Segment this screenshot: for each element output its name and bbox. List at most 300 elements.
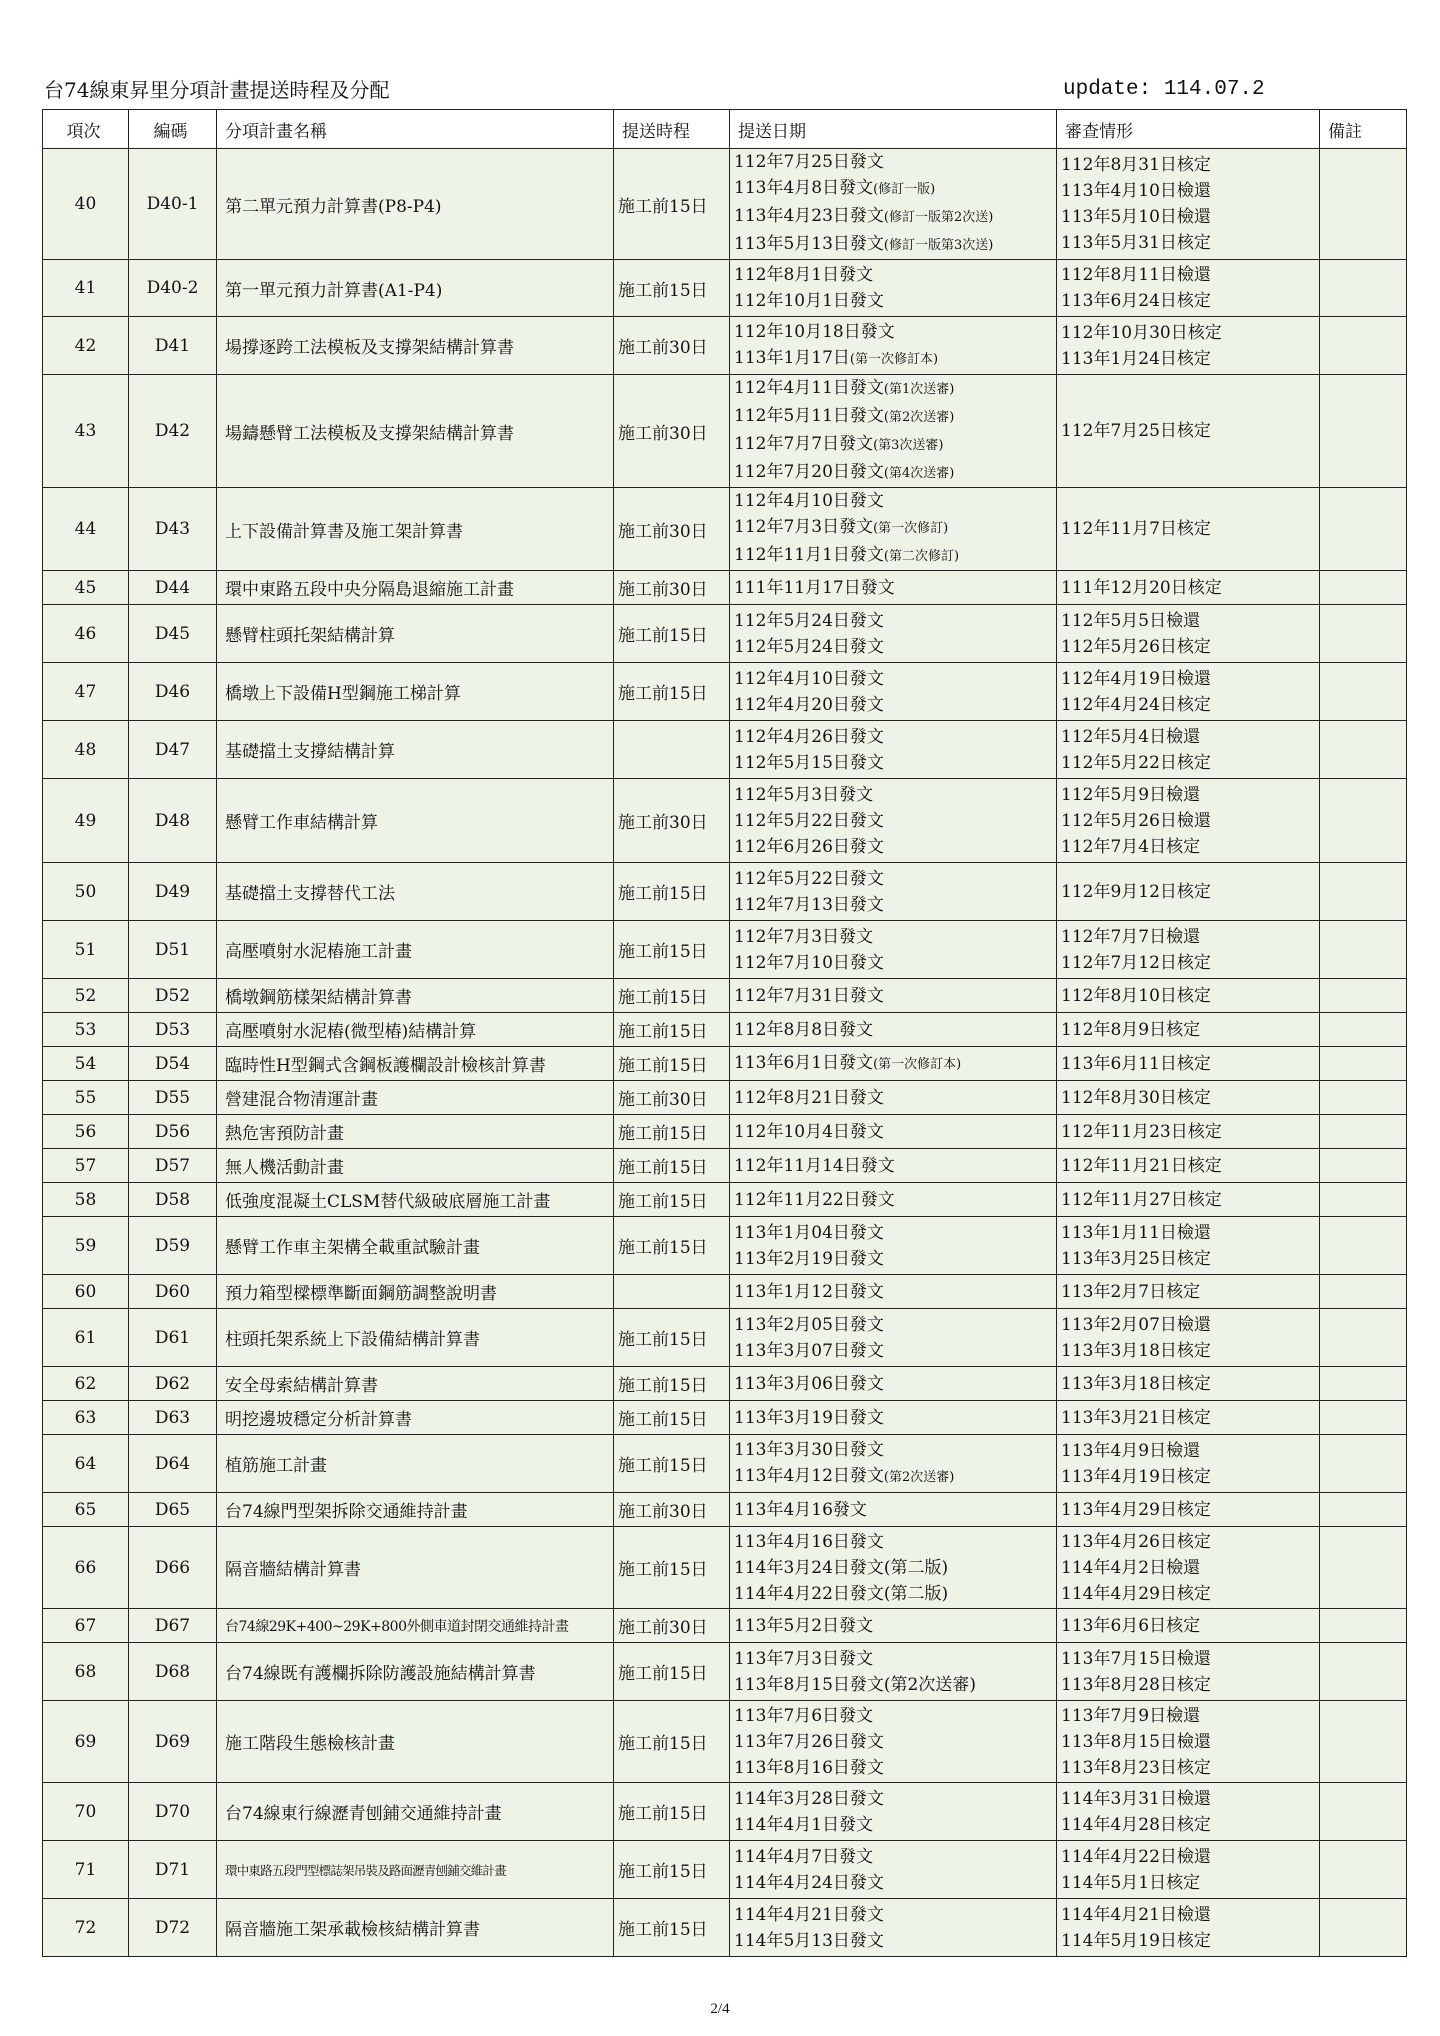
table-row <box>43 1013 1407 1047</box>
submit-date-line <box>734 1555 1052 1581</box>
submit-date-line <box>734 1529 1052 1555</box>
submit-date-line <box>734 666 1052 692</box>
row-review-status <box>1057 571 1320 605</box>
row-plan-name: 臨時性H型鋼式含鋼板護欄設計檢核計算書 <box>217 1047 614 1081</box>
row-schedule <box>614 721 730 779</box>
row-note <box>1320 1217 1407 1275</box>
row-note <box>1320 1183 1407 1217</box>
row-code: D68 <box>129 1643 217 1701</box>
submit-date: 113年5月2日發文 <box>734 1615 874 1636</box>
schedule-table <box>42 109 1407 1957</box>
review-line: 112年7月12日核定 <box>1061 952 1211 973</box>
row-submit-dates <box>730 979 1057 1013</box>
review-line: 112年11月7日核定 <box>1061 519 1211 539</box>
submit-date: 113年4月16發文 <box>734 1499 867 1520</box>
row-code: D53 <box>129 1013 217 1047</box>
table-row <box>43 1149 1407 1183</box>
submit-date: 112年7月13日發文 <box>734 894 884 915</box>
row-note <box>1320 571 1407 605</box>
header-no: 項次 <box>43 110 129 149</box>
row-code: D54 <box>129 1047 217 1081</box>
submit-date: 112年10月1日發文 <box>734 291 884 311</box>
submit-date-remark: (第4次送審) <box>883 466 955 481</box>
review-line: 112年5月22日核定 <box>1061 752 1211 773</box>
submit-date-line <box>734 1581 1052 1607</box>
row-schedule: 施工前15日 <box>614 1401 730 1435</box>
table-row <box>43 1217 1407 1275</box>
table-row <box>43 1899 1407 1957</box>
submit-date-line <box>734 431 1052 459</box>
submit-date-line <box>734 488 1052 514</box>
row-schedule: 施工前30日 <box>614 375 730 488</box>
row-schedule: 施工前15日 <box>614 1115 730 1149</box>
review-line: 113年6月6日核定 <box>1061 1615 1201 1636</box>
row-plan-name: 施工階段生態檢核計畫 <box>217 1701 614 1783</box>
submit-date-line <box>734 1437 1052 1463</box>
row-schedule: 施工前15日 <box>614 1435 730 1493</box>
submit-date: 112年7月7日發文 <box>734 434 874 454</box>
table-row <box>43 1609 1407 1643</box>
submit-date: 113年3月19日發文 <box>734 1407 884 1428</box>
submit-date: 112年11月14日發文 <box>734 1155 895 1176</box>
row-review-status <box>1057 979 1320 1013</box>
review-line: 112年5月4日檢還 <box>1061 726 1201 747</box>
row-code: D43 <box>129 488 217 571</box>
submit-date: 114年3月28日發文 <box>734 1788 884 1809</box>
review-line: 113年5月31日核定 <box>1061 233 1211 253</box>
row-no: 60 <box>43 1275 129 1309</box>
row-review-status <box>1057 149 1320 260</box>
submit-date-remark: (第一次修訂本) <box>873 1056 962 1072</box>
row-plan-name: 懸臂柱頭托架結構計算 <box>217 605 614 663</box>
table-row <box>43 1701 1407 1783</box>
table-row <box>43 1367 1407 1401</box>
row-plan-name: 第二單元預力計算書(P8-P4) <box>217 149 614 260</box>
review-line: 113年3月25日核定 <box>1061 1248 1211 1269</box>
row-submit-dates <box>730 1115 1057 1149</box>
row-plan-name: 基礎擋土支撐結構計算 <box>217 721 614 779</box>
submit-date-line <box>734 319 1052 345</box>
submit-date: 113年2月19日發文 <box>734 1248 884 1269</box>
row-schedule: 施工前30日 <box>614 1493 730 1527</box>
row-review-status <box>1057 1435 1320 1493</box>
row-no: 61 <box>43 1309 129 1367</box>
review-line: 112年5月5日檢還 <box>1061 610 1201 631</box>
row-review-status <box>1057 1609 1320 1643</box>
review-line: 112年5月9日檢還 <box>1061 784 1201 805</box>
table-row <box>43 1275 1407 1309</box>
row-plan-name: 台74線29K+400~29K+800外側車道封閉交通維持計畫 <box>217 1609 614 1643</box>
row-schedule <box>614 1275 730 1309</box>
row-review-status <box>1057 1115 1320 1149</box>
row-no: 40 <box>43 149 129 260</box>
row-review-status <box>1057 1183 1320 1217</box>
row-schedule: 施工前15日 <box>614 149 730 260</box>
review-line: 112年11月23日核定 <box>1061 1121 1222 1142</box>
row-submit-dates <box>730 1643 1057 1701</box>
row-code: D69 <box>129 1701 217 1783</box>
table-row <box>43 1435 1407 1493</box>
submit-date-line <box>734 608 1052 634</box>
submit-date-line <box>734 782 1052 808</box>
row-code: D67 <box>129 1609 217 1643</box>
row-plan-name: 場鑄懸臂工法模板及支撐架結構計算書 <box>217 375 614 488</box>
row-schedule: 施工前15日 <box>614 1701 730 1783</box>
review-line: 114年3月31日檢還 <box>1061 1788 1211 1809</box>
review-line: 112年7月25日核定 <box>1061 421 1211 441</box>
submit-date-remark: (第一次修訂) <box>873 521 949 536</box>
review-line: 113年2月07日檢還 <box>1061 1314 1211 1335</box>
row-no: 72 <box>43 1899 129 1957</box>
submit-date-line <box>734 1017 1052 1043</box>
row-submit-dates <box>730 1401 1057 1435</box>
submit-date-line <box>734 375 1052 403</box>
table-row <box>43 1047 1407 1081</box>
submit-date: 113年2月05日發文 <box>734 1314 884 1335</box>
row-no: 51 <box>43 921 129 979</box>
row-note <box>1320 1841 1407 1899</box>
row-note <box>1320 1047 1407 1081</box>
row-note <box>1320 1493 1407 1527</box>
submit-date: 112年5月24日發文 <box>734 636 884 657</box>
row-note <box>1320 1643 1407 1701</box>
submit-date: 113年1月17日 <box>734 347 850 368</box>
row-no: 62 <box>43 1367 129 1401</box>
table-row <box>43 1643 1407 1701</box>
submit-date: 112年8月8日發文 <box>734 1019 874 1040</box>
row-submit-dates <box>730 317 1057 375</box>
row-submit-dates <box>730 921 1057 979</box>
row-review-status <box>1057 1527 1320 1609</box>
row-plan-name: 台74線門型架拆除交通維持計畫 <box>217 1493 614 1527</box>
row-note <box>1320 375 1407 488</box>
submit-date-line <box>734 750 1052 776</box>
submit-date: 113年8月16日發文 <box>734 1757 884 1778</box>
submit-date: 112年4月20日發文 <box>734 694 884 715</box>
row-review-status <box>1057 863 1320 921</box>
row-review-status <box>1057 1493 1320 1527</box>
row-submit-dates <box>730 1183 1057 1217</box>
table-row <box>43 979 1407 1013</box>
row-schedule: 施工前15日 <box>614 663 730 721</box>
review-line: 112年8月11日檢還 <box>1061 265 1211 285</box>
submit-date-line <box>734 1729 1052 1755</box>
row-plan-name: 橋墩上下設備H型鋼施工梯計算 <box>217 663 614 721</box>
row-code: D55 <box>129 1081 217 1115</box>
row-plan-name: 環中東路五段門型標誌架吊裝及路面瀝青刨鋪交維計畫 <box>217 1841 614 1899</box>
submit-date: 112年5月11日發文 <box>734 406 884 426</box>
review-line: 112年5月26日檢還 <box>1061 810 1211 831</box>
row-note <box>1320 921 1407 979</box>
row-note <box>1320 605 1407 663</box>
row-no: 43 <box>43 375 129 488</box>
row-code: D47 <box>129 721 217 779</box>
row-submit-dates <box>730 1701 1057 1783</box>
submit-date: 112年11月1日發文 <box>734 545 884 565</box>
row-review-status <box>1057 605 1320 663</box>
row-submit-dates <box>730 663 1057 721</box>
submit-date-line <box>734 1050 1052 1078</box>
row-note <box>1320 317 1407 375</box>
row-submit-dates <box>730 375 1057 488</box>
submit-date-remark: (第二次修訂) <box>883 549 960 564</box>
row-no: 59 <box>43 1217 129 1275</box>
row-schedule: 施工前15日 <box>614 1643 730 1701</box>
submit-date-line <box>734 175 1052 203</box>
row-submit-dates <box>730 721 1057 779</box>
row-no: 70 <box>43 1783 129 1841</box>
submit-date-line <box>734 1870 1052 1896</box>
table-row <box>43 149 1407 260</box>
submit-date: 112年7月25日發文 <box>734 152 884 172</box>
submit-date-line <box>734 808 1052 834</box>
row-note <box>1320 1783 1407 1841</box>
submit-date: 112年11月22日發文 <box>734 1189 895 1210</box>
review-line: 112年9月12日核定 <box>1061 881 1211 902</box>
row-submit-dates <box>730 488 1057 571</box>
row-plan-name: 懸臂工作車主架構全載重試驗計畫 <box>217 1217 614 1275</box>
submit-date-remark: (修訂一版第2次送) <box>883 210 994 225</box>
row-review-status <box>1057 317 1320 375</box>
submit-date-line <box>734 575 1052 601</box>
row-schedule: 施工前15日 <box>614 921 730 979</box>
row-submit-dates <box>730 1899 1057 1957</box>
row-review-status <box>1057 1367 1320 1401</box>
submit-date: 113年4月8日發文 <box>734 178 874 198</box>
row-plan-name: 台74線東行線瀝青刨鋪交通維持計畫 <box>217 1783 614 1841</box>
submit-date-line <box>734 1902 1052 1928</box>
submit-date-line <box>734 1844 1052 1870</box>
submit-date-line <box>734 1371 1052 1397</box>
submit-date-line <box>734 1279 1052 1305</box>
submit-date: 114年4月7日發文 <box>734 1846 874 1867</box>
submit-date-line <box>734 1463 1052 1491</box>
row-plan-name: 明挖邊坡穩定分析計算書 <box>217 1401 614 1435</box>
row-submit-dates <box>730 863 1057 921</box>
submit-date: 114年3月24日發文(第二版) <box>734 1557 949 1578</box>
row-schedule: 施工前30日 <box>614 571 730 605</box>
row-plan-name: 環中東路五段中央分隔島退縮施工計畫 <box>217 571 614 605</box>
header-row <box>43 110 1407 149</box>
row-schedule: 施工前15日 <box>614 1367 730 1401</box>
row-note <box>1320 1435 1407 1493</box>
table-row <box>43 1401 1407 1435</box>
submit-date: 113年4月23日發文 <box>734 206 884 226</box>
row-code: D56 <box>129 1115 217 1149</box>
row-code: D72 <box>129 1899 217 1957</box>
submit-date: 112年5月15日發文 <box>734 752 884 773</box>
review-line: 113年1月11日檢還 <box>1061 1222 1211 1243</box>
row-submit-dates <box>730 1527 1057 1609</box>
submit-date: 113年3月07日發文 <box>734 1340 884 1361</box>
submit-date: 112年10月4日發文 <box>734 1121 884 1142</box>
row-plan-name: 高壓噴射水泥樁施工計畫 <box>217 921 614 979</box>
row-plan-name: 無人機活動計畫 <box>217 1149 614 1183</box>
row-review-status <box>1057 1047 1320 1081</box>
row-submit-dates <box>730 149 1057 260</box>
submit-date: 114年4月24日發文 <box>734 1872 884 1893</box>
row-code: D57 <box>129 1149 217 1183</box>
submit-date: 113年7月3日發文 <box>734 1648 874 1669</box>
row-note <box>1320 1013 1407 1047</box>
submit-date-line <box>734 403 1052 431</box>
review-line: 113年3月21日核定 <box>1061 1407 1211 1428</box>
row-note <box>1320 1309 1407 1367</box>
review-line: 113年6月24日核定 <box>1061 291 1211 311</box>
submit-date-line <box>734 1246 1052 1272</box>
row-code: D48 <box>129 779 217 863</box>
review-line: 112年8月10日核定 <box>1061 985 1211 1006</box>
submit-date-remark: (第3次送審) <box>873 438 944 453</box>
row-no: 64 <box>43 1435 129 1493</box>
row-schedule: 施工前15日 <box>614 1149 730 1183</box>
row-no: 63 <box>43 1401 129 1435</box>
row-no: 52 <box>43 979 129 1013</box>
review-line: 113年6月11日核定 <box>1061 1053 1211 1074</box>
row-code: D64 <box>129 1435 217 1493</box>
review-line: 113年4月19日核定 <box>1061 1466 1211 1487</box>
row-no: 44 <box>43 488 129 571</box>
row-no: 57 <box>43 1149 129 1183</box>
row-schedule: 施工前15日 <box>614 1783 730 1841</box>
row-review-status <box>1057 375 1320 488</box>
submit-date: 113年6月1日發文 <box>734 1052 874 1073</box>
review-line: 112年7月4日核定 <box>1061 836 1201 857</box>
row-code: D44 <box>129 571 217 605</box>
row-no: 68 <box>43 1643 129 1701</box>
review-line: 112年4月19日檢還 <box>1061 668 1211 689</box>
review-line: 114年5月19日核定 <box>1061 1930 1211 1951</box>
submit-date-line <box>734 692 1052 718</box>
submit-date: 113年4月16日發文 <box>734 1531 884 1552</box>
submit-date: 113年7月26日發文 <box>734 1731 884 1752</box>
submit-date-line <box>734 149 1052 175</box>
submit-date-line <box>734 1119 1052 1145</box>
submit-date: 111年11月17日發文 <box>734 577 895 598</box>
row-code: D51 <box>129 921 217 979</box>
row-plan-name: 台74線既有護欄拆除防護設施結構計算書 <box>217 1643 614 1701</box>
submit-date: 113年1月12日發文 <box>734 1281 884 1302</box>
row-no: 41 <box>43 260 129 317</box>
row-review-status <box>1057 1701 1320 1783</box>
submit-date-line <box>734 1755 1052 1781</box>
row-review-status <box>1057 1899 1320 1957</box>
submit-date: 113年3月30日發文 <box>734 1439 884 1460</box>
row-no: 67 <box>43 1609 129 1643</box>
row-review-status <box>1057 1275 1320 1309</box>
table-row <box>43 1081 1407 1115</box>
header-schedule: 提送時程 <box>614 110 730 149</box>
row-note <box>1320 1115 1407 1149</box>
submit-date: 113年4月12日發文 <box>734 1465 884 1486</box>
review-line: 112年11月21日核定 <box>1061 1155 1222 1176</box>
table-row <box>43 1493 1407 1527</box>
row-submit-dates <box>730 1783 1057 1841</box>
row-submit-dates <box>730 1217 1057 1275</box>
review-line: 114年4月29日核定 <box>1061 1583 1211 1604</box>
row-code: D71 <box>129 1841 217 1899</box>
submit-date-line <box>734 231 1052 259</box>
row-submit-dates <box>730 260 1057 317</box>
row-schedule: 施工前15日 <box>614 1841 730 1899</box>
row-submit-dates <box>730 1367 1057 1401</box>
submit-date-line <box>734 1187 1052 1213</box>
review-line: 113年3月18日核定 <box>1061 1373 1211 1394</box>
submit-date: 112年5月22日發文 <box>734 810 884 831</box>
row-plan-name: 高壓噴射水泥樁(微型樁)結構計算 <box>217 1013 614 1047</box>
row-submit-dates <box>730 779 1057 863</box>
row-plan-name: 預力箱型樑標準斷面鋼筋調整說明書 <box>217 1275 614 1309</box>
row-submit-dates <box>730 1309 1057 1367</box>
row-schedule: 施工前30日 <box>614 779 730 863</box>
submit-date: 113年5月13日發文 <box>734 234 884 254</box>
row-plan-name: 隔音牆結構計算書 <box>217 1527 614 1609</box>
row-plan-name: 植筋施工計畫 <box>217 1435 614 1493</box>
review-line: 112年8月31日核定 <box>1061 155 1211 175</box>
submit-date-line <box>734 262 1052 288</box>
submit-date: 112年7月3日發文 <box>734 517 874 537</box>
review-line: 114年4月2日檢還 <box>1061 1557 1201 1578</box>
review-line: 113年4月29日核定 <box>1061 1499 1211 1520</box>
submit-date-line <box>734 1153 1052 1179</box>
row-plan-name: 安全母索結構計算書 <box>217 1367 614 1401</box>
submit-date-line <box>734 1085 1052 1111</box>
row-note <box>1320 1899 1407 1957</box>
row-schedule: 施工前15日 <box>614 1527 730 1609</box>
row-note <box>1320 1275 1407 1309</box>
row-no: 48 <box>43 721 129 779</box>
submit-date-remark: (第一次修訂本) <box>849 351 939 367</box>
review-line: 112年8月30日核定 <box>1061 1087 1211 1108</box>
review-line: 113年4月26日核定 <box>1061 1531 1211 1552</box>
row-no: 58 <box>43 1183 129 1217</box>
submit-date-line <box>734 288 1052 314</box>
submit-date: 113年3月06日發文 <box>734 1373 884 1394</box>
table-row <box>43 1309 1407 1367</box>
row-no: 65 <box>43 1493 129 1527</box>
table-row <box>43 1783 1407 1841</box>
row-code: D59 <box>129 1217 217 1275</box>
row-note <box>1320 1609 1407 1643</box>
page-number: 2/4 <box>710 2001 730 2017</box>
row-schedule: 施工前15日 <box>614 863 730 921</box>
submit-date-line <box>734 1672 1052 1698</box>
row-review-status <box>1057 488 1320 571</box>
row-code: D70 <box>129 1783 217 1841</box>
row-code: D49 <box>129 863 217 921</box>
row-no: 56 <box>43 1115 129 1149</box>
table-row <box>43 721 1407 779</box>
review-line: 113年4月9日檢還 <box>1061 1440 1201 1461</box>
row-code: D60 <box>129 1275 217 1309</box>
submit-date-line <box>734 1405 1052 1431</box>
row-review-status <box>1057 1309 1320 1367</box>
submit-date-line <box>734 634 1052 660</box>
table-row <box>43 1115 1407 1149</box>
row-note <box>1320 979 1407 1013</box>
submit-date: 112年8月21日發文 <box>734 1087 884 1108</box>
review-line: 113年8月23日核定 <box>1061 1757 1211 1778</box>
row-code: D61 <box>129 1309 217 1367</box>
review-line: 113年5月10日檢還 <box>1061 207 1211 227</box>
row-schedule: 施工前15日 <box>614 1217 730 1275</box>
row-plan-name: 場撐逐跨工法模板及支撐架結構計算書 <box>217 317 614 375</box>
submit-date-line <box>734 924 1052 950</box>
row-schedule: 施工前15日 <box>614 1309 730 1367</box>
row-review-status <box>1057 921 1320 979</box>
submit-date: 112年4月11日發文 <box>734 378 884 398</box>
row-no: 45 <box>43 571 129 605</box>
